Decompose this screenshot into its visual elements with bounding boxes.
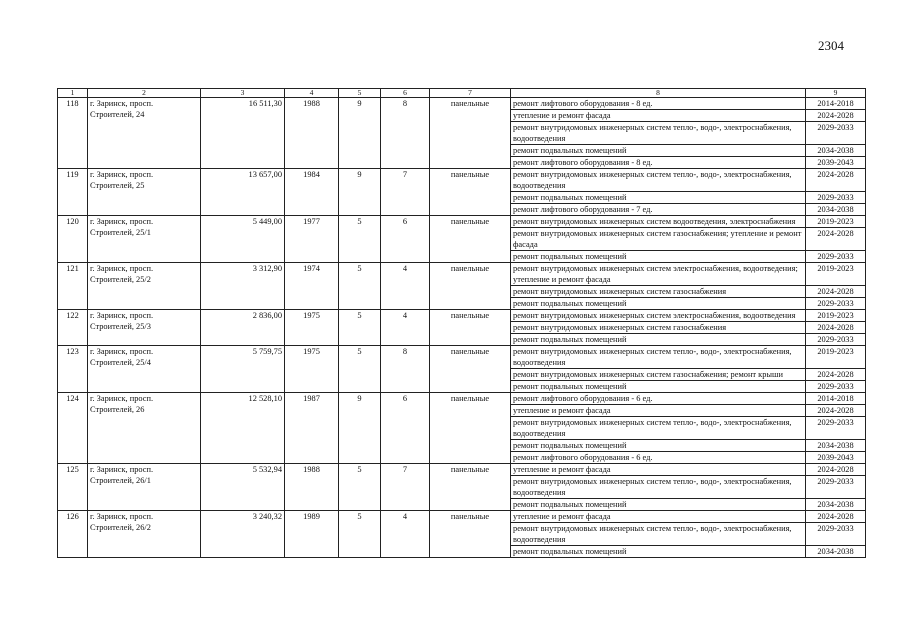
work-type-cell: ремонт лифтового оборудования - 6 ед. (511, 393, 806, 405)
work-period-cell: 2034-2038 (806, 145, 866, 157)
work-type-cell: ремонт подвальных помещений (511, 192, 806, 204)
table-row (58, 346, 866, 369)
area-cell: 13 657,00 (201, 169, 285, 216)
work-period-cell: 2029-2033 (806, 251, 866, 263)
entrances-cell: 6 (381, 393, 430, 464)
area-cell: 16 511,30 (201, 98, 285, 169)
work-period-cell: 2019-2023 (806, 216, 866, 228)
row-number: 119 (58, 169, 88, 216)
work-type-cell: ремонт лифтового оборудования - 8 ед. (511, 98, 806, 110)
work-type-cell: ремонт внутридомовых инженерных систем газоснабжения; утепление и ремонт фасада (511, 228, 806, 251)
column-number: 5 (339, 89, 381, 98)
table-row (58, 169, 866, 192)
wall-material-cell: панельные (430, 310, 511, 346)
work-type-cell: утепление и ремонт фасада (511, 464, 806, 476)
table-row (58, 216, 866, 228)
wall-material-cell: панельные (430, 393, 511, 464)
work-type-cell: ремонт подвальных помещений (511, 499, 806, 511)
table-row (58, 310, 866, 322)
column-number: 7 (430, 89, 511, 98)
address-cell: г. Заринск, просп. Строителей, 25/4 (88, 346, 201, 393)
work-period-cell: 2039-2043 (806, 452, 866, 464)
work-type-cell: ремонт внутридомовых инженерных систем электроснабжения, водоотведения; утепление и ремонт фасада (511, 263, 806, 286)
table-row (58, 98, 866, 110)
area-cell: 5 532,94 (201, 464, 285, 511)
work-type-cell: ремонт внутридомовых инженерных систем водоотведения, электроснабжения (511, 216, 806, 228)
floors-cell: 9 (339, 393, 381, 464)
entrances-cell: 7 (381, 464, 430, 511)
row-number: 118 (58, 98, 88, 169)
work-type-cell: ремонт подвальных помещений (511, 251, 806, 263)
work-period-cell: 2029-2033 (806, 192, 866, 204)
year-cell: 1984 (285, 169, 339, 216)
area-cell: 5 449,00 (201, 216, 285, 263)
work-type-cell: ремонт подвальных помещений (511, 440, 806, 452)
work-period-cell: 2034-2038 (806, 546, 866, 558)
column-number: 4 (285, 89, 339, 98)
wall-material-cell: панельные (430, 511, 511, 558)
year-cell: 1988 (285, 464, 339, 511)
address-cell: г. Заринск, просп. Строителей, 26/2 (88, 511, 201, 558)
work-period-cell: 2024-2028 (806, 511, 866, 523)
address-cell: г. Заринск, просп. Строителей, 26 (88, 393, 201, 464)
wall-material-cell: панельные (430, 346, 511, 393)
work-type-cell: ремонт внутридомовых инженерных систем газоснабжения (511, 322, 806, 334)
column-number: 6 (381, 89, 430, 98)
column-number: 8 (511, 89, 806, 98)
row-number: 121 (58, 263, 88, 310)
entrances-cell: 4 (381, 263, 430, 310)
year-cell: 1987 (285, 393, 339, 464)
year-cell: 1974 (285, 263, 339, 310)
work-type-cell: ремонт подвальных помещений (511, 298, 806, 310)
table-row (58, 511, 866, 523)
work-period-cell: 2029-2033 (806, 476, 866, 499)
repair-program-table (57, 88, 866, 558)
row-number: 126 (58, 511, 88, 558)
work-type-cell: ремонт лифтового оборудования - 8 ед. (511, 157, 806, 169)
work-type-cell: ремонт подвальных помещений (511, 381, 806, 393)
row-number: 122 (58, 310, 88, 346)
work-period-cell: 2029-2033 (806, 417, 866, 440)
page-number: 2304 (818, 38, 844, 53)
floors-cell: 5 (339, 346, 381, 393)
work-period-cell: 2024-2028 (806, 405, 866, 417)
work-period-cell: 2014-2018 (806, 98, 866, 110)
work-period-cell: 2034-2038 (806, 204, 866, 216)
work-type-cell: ремонт внутридомовых инженерных систем тепло-, водо-, электроснабжения, водоотведения (511, 346, 806, 369)
area-cell: 12 528,10 (201, 393, 285, 464)
work-type-cell: ремонт внутридомовых инженерных систем тепло-, водо-, электроснабжения, водоотведения (511, 169, 806, 192)
work-type-cell: утепление и ремонт фасада (511, 110, 806, 122)
work-period-cell: 2019-2023 (806, 310, 866, 322)
work-period-cell: 2024-2028 (806, 464, 866, 476)
floors-cell: 9 (339, 169, 381, 216)
year-cell: 1989 (285, 511, 339, 558)
work-type-cell: ремонт подвальных помещений (511, 334, 806, 346)
work-period-cell: 2019-2023 (806, 346, 866, 369)
work-type-cell: ремонт подвальных помещений (511, 546, 806, 558)
work-period-cell: 2024-2028 (806, 110, 866, 122)
work-period-cell: 2024-2028 (806, 228, 866, 251)
entrances-cell: 4 (381, 310, 430, 346)
entrances-cell: 8 (381, 346, 430, 393)
table-row (58, 263, 866, 286)
work-type-cell: ремонт внутридомовых инженерных систем тепло-, водо-, электроснабжения, водоотведения (511, 122, 806, 145)
floors-cell: 5 (339, 511, 381, 558)
area-cell: 3 240,32 (201, 511, 285, 558)
work-type-cell: ремонт внутридомовых инженерных систем газоснабжения; ремонт крыши (511, 369, 806, 381)
address-cell: г. Заринск, просп. Строителей, 24 (88, 98, 201, 169)
work-period-cell: 2029-2033 (806, 334, 866, 346)
work-period-cell: 2034-2038 (806, 499, 866, 511)
row-number: 125 (58, 464, 88, 511)
column-number: 9 (806, 89, 866, 98)
wall-material-cell: панельные (430, 464, 511, 511)
column-number: 1 (58, 89, 88, 98)
work-period-cell: 2024-2028 (806, 369, 866, 381)
address-cell: г. Заринск, просп. Строителей, 25/2 (88, 263, 201, 310)
entrances-cell: 4 (381, 511, 430, 558)
address-cell: г. Заринск, просп. Строителей, 26/1 (88, 464, 201, 511)
row-number: 123 (58, 346, 88, 393)
entrances-cell: 8 (381, 98, 430, 169)
work-type-cell: ремонт внутридомовых инженерных систем тепло-, водо-, электроснабжения, водоотведения (511, 417, 806, 440)
work-period-cell: 2029-2033 (806, 298, 866, 310)
work-period-cell: 2024-2028 (806, 169, 866, 192)
work-period-cell: 2019-2023 (806, 263, 866, 286)
work-type-cell: ремонт лифтового оборудования - 7 ед. (511, 204, 806, 216)
work-type-cell: ремонт лифтового оборудования - 6 ед. (511, 452, 806, 464)
wall-material-cell: панельные (430, 169, 511, 216)
year-cell: 1975 (285, 310, 339, 346)
address-cell: г. Заринск, просп. Строителей, 25 (88, 169, 201, 216)
area-cell: 5 759,75 (201, 346, 285, 393)
floors-cell: 9 (339, 98, 381, 169)
work-type-cell: ремонт внутридомовых инженерных систем газоснабжения (511, 286, 806, 298)
work-type-cell: утепление и ремонт фасада (511, 405, 806, 417)
floors-cell: 5 (339, 263, 381, 310)
floors-cell: 5 (339, 464, 381, 511)
work-period-cell: 2024-2028 (806, 286, 866, 298)
work-period-cell: 2029-2033 (806, 523, 866, 546)
work-type-cell: ремонт внутридомовых инженерных систем электроснабжения, водоотведения (511, 310, 806, 322)
area-cell: 2 836,00 (201, 310, 285, 346)
column-number: 3 (201, 89, 285, 98)
entrances-cell: 6 (381, 216, 430, 263)
work-type-cell: ремонт подвальных помещений (511, 145, 806, 157)
work-period-cell: 2034-2038 (806, 440, 866, 452)
work-period-cell: 2029-2033 (806, 122, 866, 145)
work-period-cell: 2039-2043 (806, 157, 866, 169)
address-cell: г. Заринск, просп. Строителей, 25/1 (88, 216, 201, 263)
year-cell: 1977 (285, 216, 339, 263)
table-body (58, 89, 866, 558)
work-period-cell: 2029-2033 (806, 381, 866, 393)
work-type-cell: ремонт внутридомовых инженерных систем тепло-, водо-, электроснабжения, водоотведения (511, 523, 806, 546)
year-cell: 1988 (285, 98, 339, 169)
table-row (58, 464, 866, 476)
floors-cell: 5 (339, 310, 381, 346)
entrances-cell: 7 (381, 169, 430, 216)
address-cell: г. Заринск, просп. Строителей, 25/3 (88, 310, 201, 346)
wall-material-cell: панельные (430, 98, 511, 169)
floors-cell: 5 (339, 216, 381, 263)
column-numbers-row (58, 89, 866, 98)
row-number: 120 (58, 216, 88, 263)
wall-material-cell: панельные (430, 216, 511, 263)
work-period-cell: 2014-2018 (806, 393, 866, 405)
row-number: 124 (58, 393, 88, 464)
year-cell: 1975 (285, 346, 339, 393)
column-number: 2 (88, 89, 201, 98)
work-type-cell: утепление и ремонт фасада (511, 511, 806, 523)
wall-material-cell: панельные (430, 263, 511, 310)
table-row (58, 393, 866, 405)
work-period-cell: 2024-2028 (806, 322, 866, 334)
work-type-cell: ремонт внутридомовых инженерных систем тепло-, водо-, электроснабжения, водоотведения (511, 476, 806, 499)
area-cell: 3 312,90 (201, 263, 285, 310)
